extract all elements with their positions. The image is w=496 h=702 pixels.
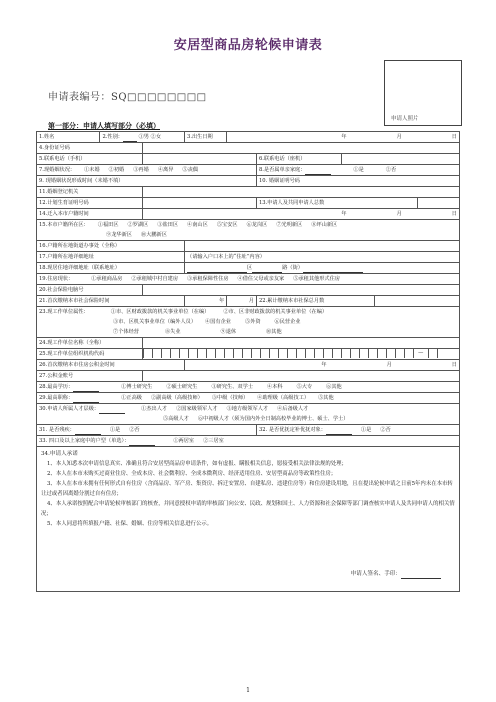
- photo-label: 申请人照片: [391, 116, 419, 122]
- row-id: [37, 143, 460, 154]
- row-employer-type: [37, 307, 460, 338]
- commitment-list: [41, 459, 455, 529]
- row-marital-time: [37, 176, 460, 187]
- ss-year-field[interactable]: 年: [185, 296, 227, 307]
- current-address-label: 18.现居住地详细地址（联系地址）: [37, 263, 185, 274]
- row-marital: [37, 165, 460, 176]
- family-plan-label: 12.计划生育证明号码: [37, 198, 143, 209]
- application-form-table: [36, 131, 460, 592]
- fund-time-field[interactable]: 年 月 日: [185, 360, 460, 371]
- name-label: 1.姓名: [37, 132, 100, 143]
- hukou-time-label: 14.迁入本市户籍时间: [37, 209, 143, 220]
- marriage-office-label: 11.婚姻登记机关: [37, 187, 143, 198]
- org-code-label: 25.现工作单位组织机构代码: [37, 349, 143, 360]
- signature-field[interactable]: [351, 570, 441, 579]
- ss-month-field[interactable]: 月: [227, 296, 257, 307]
- single-parent-field[interactable]: 8.是否属单亲家庭： ①是 ②否: [256, 165, 459, 176]
- org-code-field[interactable]: —: [142, 349, 459, 360]
- ss-first-time-label: 21.首次缴纳本市社会保险时间: [37, 296, 185, 307]
- birth-label: 3.出生日期: [185, 132, 227, 143]
- veteran-field[interactable]: 32. 是否优抚定补优抚对象： ①是 ②否: [256, 425, 459, 436]
- street-office-field[interactable]: [185, 241, 460, 252]
- family-plan-field[interactable]: [142, 198, 256, 209]
- applicant-count-label: 13.申请人及共同申请人总数: [256, 198, 417, 209]
- marriage-cert-field[interactable]: 10. 婚姻证明号码: [256, 176, 459, 187]
- row-phone: [37, 154, 460, 165]
- hukou-address-field[interactable]: （请输入户口本上的“住址”内容）: [185, 252, 460, 263]
- district-field[interactable]: 15.本市户籍所在区： ①福田区 ②罗湖区 ③盐田区 ④南山区 ⑤宝安区 ⑥龙岗区 ⑦光明新区 ⑧坪山新区 ⑨龙华新区 ⑩大鹏新区: [37, 220, 460, 241]
- marital-time-field[interactable]: 9. 现婚姻状况形成时间（未婚不填）: [37, 176, 257, 187]
- row-name: [37, 132, 460, 143]
- ss-total-months-field[interactable]: [375, 296, 460, 307]
- marital-status-field[interactable]: 7.现婚姻状况： ①未婚 ②初婚 ③再婚 ④离异 ⑤丧偶: [37, 165, 257, 176]
- row-ss-time: [37, 296, 460, 307]
- commitment-box: [37, 447, 460, 592]
- row-family-plan: [37, 198, 460, 209]
- marriage-office-field[interactable]: [142, 187, 459, 198]
- landline-label: 6.联系电话（座机）: [256, 154, 341, 165]
- row-employer-name: [37, 338, 460, 349]
- row-hukou-time: [37, 209, 460, 220]
- application-number: 申请表编号：SQ□□□□□□□□: [48, 92, 207, 103]
- fund-time-label: 26.首次缴纳本市住房公积金时间: [37, 360, 185, 371]
- social-security-label: 20.社会保险电脑号: [37, 285, 143, 296]
- commitment-item: 5、本人同意将所填报户籍、社保、婚姻、住房等相关信息进行公示。: [47, 521, 213, 527]
- housing-status-field[interactable]: 19.住房现状： ①承租商品房 ②承租城中村自建房 ③承租保障性住房 ④借住父母或亲友家 ⑤承租其他形式住房: [37, 274, 460, 285]
- talent-level-field[interactable]: 30.申请人所属人才层级： ①杰出人才 ②国家级领军人才 ③地方级领军人才 ④后备级人才 ⑤高级人才 ⑥中初级人才（须为国内外全日制高校毕业的博士、硕士、学士）: [37, 404, 460, 425]
- section-heading: [48, 121, 160, 131]
- employer-name-field[interactable]: [142, 338, 459, 349]
- unit-type-field[interactable]: 33. 四口及以上家庭中的户型（单选）： ①两居室 ②三居室: [37, 436, 460, 447]
- row-unit-type: [37, 436, 460, 447]
- row-district: [37, 220, 460, 241]
- fund-account-field[interactable]: [142, 371, 459, 382]
- row-fund-account: [37, 371, 460, 382]
- mobile-field[interactable]: [142, 154, 256, 165]
- id-label: 4.身份证号码: [37, 143, 143, 154]
- row-street-office: [37, 241, 460, 252]
- education-field[interactable]: 28.最高学历： ①博士研究生 ②硕士研究生 ③研究生、双学士 ④本科 ⑤大专 ⑥其他: [37, 382, 460, 393]
- street-office-label: 16.户籍所在地街道办事处（全称）: [37, 241, 185, 252]
- id-number-field[interactable]: [142, 143, 459, 154]
- row-hukou-address: [37, 252, 460, 263]
- hukou-address-label: 17.户籍所在地详细地址: [37, 252, 185, 263]
- disability-field[interactable]: 31. 是否残疾： ①是 ②否: [37, 425, 257, 436]
- photo-box[interactable]: [384, 60, 462, 126]
- applicant-count-field[interactable]: [417, 198, 459, 209]
- ss-total-months-label: 22.累计缴纳本市社保总月数: [256, 296, 374, 307]
- signature-label: 申请人签名、手印：: [350, 571, 401, 577]
- birth-date-field[interactable]: 年 月 日: [227, 132, 460, 143]
- landline-field[interactable]: [341, 154, 459, 165]
- commitment-item: 1、本人知悉本次申请信息真实、准确且符合安居型商品房申请条件，如有虚报、瞒报相关信息，愿接受相关法律法规的处理；: [47, 461, 347, 467]
- employer-name-label: 24.现工作单位名称（全称）: [37, 338, 143, 349]
- form-title: 安居型商品房轮候申请表: [173, 38, 323, 53]
- row-org-code: [37, 349, 460, 360]
- row-social-security: [37, 285, 460, 296]
- row-current-address: [37, 263, 460, 274]
- row-fund-time: [37, 360, 460, 371]
- professional-title-field[interactable]: 29.最高职称： ①正高级 ②副高级（高级技师） ③中级（技师） ④助理级（高级技工） ⑤其他: [37, 393, 460, 404]
- page-number: 1: [246, 687, 250, 694]
- commitment-item: 3、本人在本市未拥有任何形式自有住房（含商品房、军产房、集资房、拆迁安置房、自建私房、违建住房等）和住房建设用地，且在提出轮候申请之日前5年内未在本市转让过或者因离婚分割过自有住房；: [41, 481, 453, 497]
- row-education: [37, 382, 460, 393]
- hukou-time-field[interactable]: 年 月 日: [142, 209, 459, 220]
- row-talent: [37, 404, 460, 425]
- commitment-item: 2、本人在本市未购买过商业住房、全成本房、社会微利房、全成本微利房、经济适用住房、安居型商品房等政策性住房；: [47, 471, 337, 477]
- commitment-title: 34.申请人承诺: [41, 451, 78, 457]
- row-housing: [37, 274, 460, 285]
- fund-account-label: 27.公积金账号: [37, 371, 143, 382]
- row-commitment: [37, 447, 460, 592]
- mobile-label: 5.联系电话（手机）: [37, 154, 143, 165]
- row-title: [37, 393, 460, 404]
- gender-field[interactable]: 2.性别： ①男 ②女: [100, 132, 185, 143]
- section-label: 第一部分：申请人填写部分（必填）: [48, 121, 160, 130]
- employer-type-field[interactable]: 23.现工作单位属性： ①市、区财政拨款的机关事业单位（在编） ②市、区非财政拨款的机关事业单位（在编） ③市、区机关事业单位（编外人员） ④国有企业 ⑤外资 ⑥民营企业 ⑦个体经营 ⑧失业 ⑨退休 ⑩其他: [37, 307, 460, 338]
- social-security-field[interactable]: [142, 285, 459, 296]
- current-address-field[interactable]: 区 路（街）: [185, 263, 460, 274]
- commitment-item: 4、本人承诺按照配合申请轮候审核部门的核查，并同意授权申请的审核部门向公安、民政、规划和国土、人力资源和社会保障等部门调查核实申请人及共同申请人的相关情况；: [41, 501, 455, 517]
- row-marriage-office: [37, 187, 460, 198]
- row-disability: [37, 425, 460, 436]
